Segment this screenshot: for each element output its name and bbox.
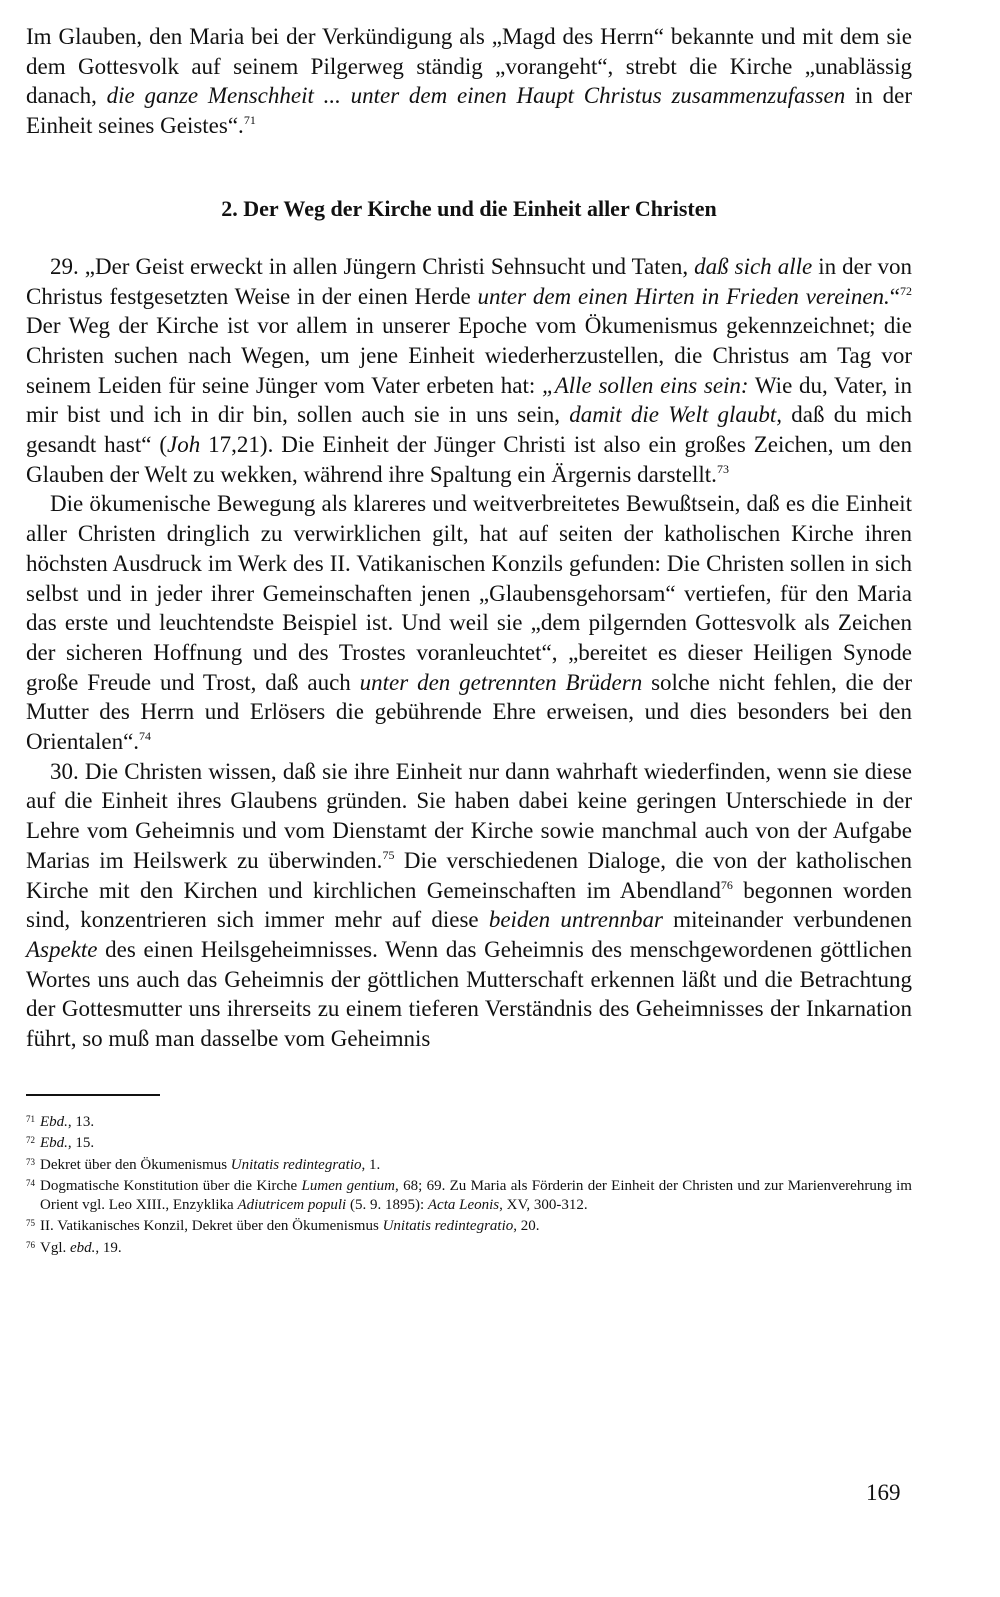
footnote-71: 71 Ebd., 13. [26, 1113, 95, 1130]
footnotes [26, 1110, 912, 1258]
footnote-ref: 75 [382, 847, 395, 862]
page-body [26, 22, 912, 1257]
footnote-ref: 74 [139, 729, 152, 744]
paragraph-intro: Im Glauben, den Maria bei der Verkündigung als „Magd des Herrn“ bekannte und mit dem sie dem Gottesvolk auf seinem Pilgerweg ständig „vorangeht“, strebt die Kirche „unablässig danach, die ganze Menschheit ... unter dem einen Haupt Christus zusammenzufassen in der Einheit seines Geistes“.$^{71}$ [26, 24, 912, 139]
footnote-ref: 73 [716, 461, 729, 476]
footnote-74: 74 Dogmatische Konstitution über die Kirche Lumen gentium, 68; 69. Zu Maria als Förderin der Einheit der Christen und zur Marienverehrung im Orient vgl. Leo XIII., Enzyklika Adiutricem populi (5. 9. 1895): Acta Leonis, XV, 300-312. [26, 1178, 912, 1213]
paragraph-oekumene: Die ökumenische Bewegung als klareres und weitverbreitetes Bewußtsein, daß es die Einheit aller Christen dringlich zu verwirklichen gilt, hat auf seiten der katholischen Kirche ihren höchsten Ausdruck im Werk des II. Vatikanischen Konzils gefunden: Die Christen sollen in sich selbst und in jeder ihrer Gemeinschaften jenen „Glaubensgehorsam“ vertiefen, für den Maria das erste und leuchtendste Beispiel ist. Und weil sie „dem pilgernden Gottesvolk als Zeichen der sicheren Hoffnung und des Trostes voranleuchtet“, „bereitet es dieser Heiligen Synode große Freude und Trost, daß auch unter den getrennten Brüdern solche nicht fehlen, die der Mutter des Herrn und Erlösers die gebührende Ehre erweisen, und dies besonders bei den Orientalen“.$^{74}$ [26, 491, 913, 755]
footnote-73: 73 Dekret über den Ökumenismus Unitatis redintegratio, 1. [26, 1156, 381, 1173]
footnote-72: 72 Ebd., 15. [26, 1135, 95, 1152]
footnote-ref: 76 [720, 877, 733, 892]
footnote-76: 76 Vgl. ebd., 19. [26, 1239, 122, 1256]
footnote-75: 75 II. Vatikanisches Konzil, Dekret über den Ökumenismus Unitatis redintegratio, 20. [26, 1218, 540, 1235]
footnote-ref: 71 [243, 113, 256, 128]
page-number: 169 [866, 1480, 901, 1505]
paragraph-30: 30. Die Christen wissen, daß sie ihre Einheit nur dann wahrhaft wiederfinden, wenn sie diese auf die Einheit ihres Glaubens gründen. Sie haben dabei keine geringen Unterschiede in der Lehre vom Geheimnis und vom Dienstamt der Kirche sowie manchmal auch von der Aufgabe Marias im Heilswerk zu überwinden.$^{75}$ Die verschiedenen Dialoge, die von der katholischen Kirche mit den Kirchen und kirchlichen Gemeinschaften im Abendland$^{76}$ begonnen worden sind, konzentrieren sich immer mehr auf diese beiden untrennbar miteinander verbundenen Aspekte des einen Heilsgeheimnisses. Wenn das Geheimnis des menschgewordenen göttlichen Wortes uns auch das Geheimnis der göttlichen Mutterschaft erkennen läßt und die Betrachtung der Gottesmutter uns ihrerseits zu einem tieferen Verständnis des Geheimnisses der Inkarnation führt, so muß man dasselbe vom Geheimnis [26, 758, 912, 1052]
footnote-divider [26, 1094, 160, 1096]
paragraph-29: 29. „Der Geist erweckt in allen Jüngern Christi Sehnsucht und Taten, daß sich alle in der von Christus festgesetzten Weise in der einen Herde unter dem einen Hirten in Frieden vereinen.“$^{72}$ Der Weg der Kirche ist vor allem in unserer Epoche vom Ökumenismus gekennzeichnet; die Christen suchen nach Wegen, um jene Einheit wiederherzustellen, die Christus am Tag vor seinem Leiden für seine Jünger vom Vater erbeten hat: „Alle sollen eins sein: Wie du, Vater, in mir bist und ich in dir bin, sollen auch sie in uns sein, damit die Welt glaubt, daß du mich gesandt hast“ (Joh 17,21). Die Einheit der Jünger Christi ist also ein großes Zeichen, um den Glauben der Welt zu wekken, während ihre Spaltung ein Ärgernis darstellt.$^{73}$ [26, 253, 912, 487]
footnote-ref: 72 [900, 283, 912, 298]
section-heading: 2. Der Weg der Kirche und die Einheit aller Christen [221, 195, 717, 221]
